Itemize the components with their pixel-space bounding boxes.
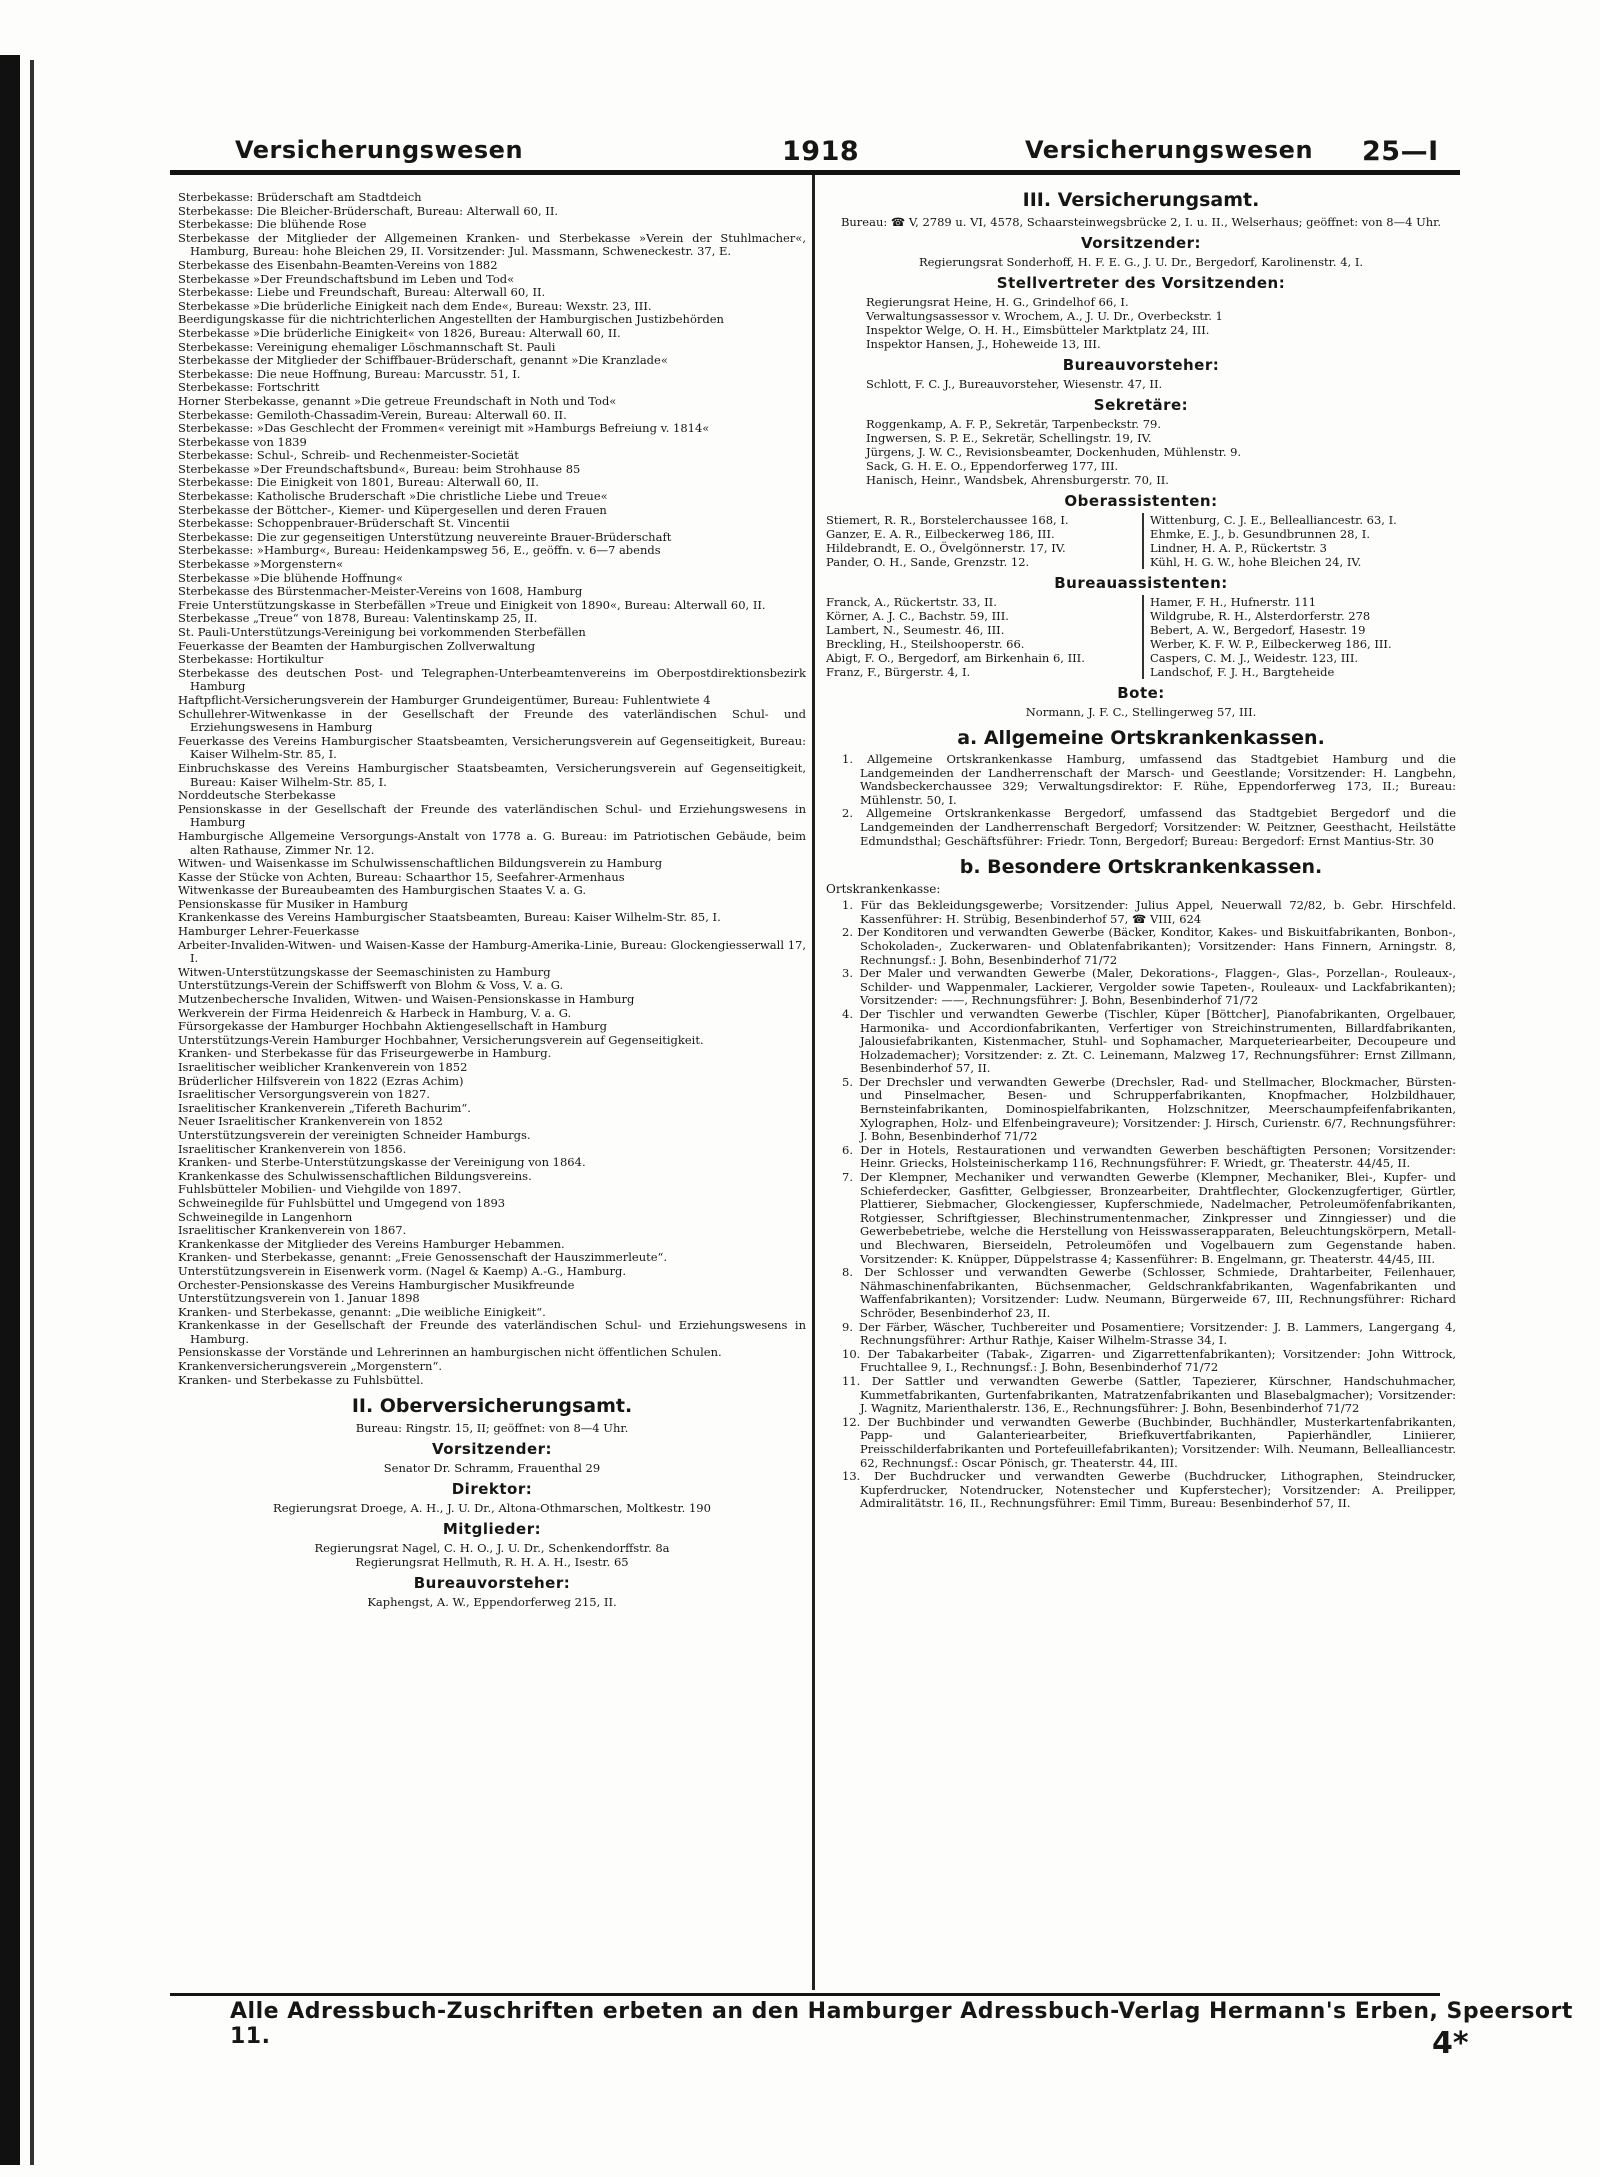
list-item: Witwenkasse der Bureaubeamten des Hamburgischen Staates V. a. G. xyxy=(178,883,587,898)
list-item: Schweinegilde in Langenhorn xyxy=(178,1209,353,1224)
list-item: Sterbekasse „Treue“ von 1878, Bureau: Valentinskamp 25, II. xyxy=(178,611,538,626)
va-sekretaer: Jürgens, J. W. C., Revisionsbeamter, Dockenhuden, Mühlenstr. 9. xyxy=(866,445,1242,459)
ova-mitglieder-label: Mitglieder: xyxy=(442,1520,542,1539)
oberassistent: Kühl, H. G. W., hohe Bleichen 24, IV. xyxy=(1150,555,1362,569)
aok-title: a. Allgemeine Ortskrankenkassen. xyxy=(957,727,1325,749)
list-item: Kranken- und Sterbekasse, genannt: „Freie Genossenschaft der Hauszimmerleute“. xyxy=(178,1250,668,1265)
list-item: Hamburgische Allgemeine Versorgungs-Anstalt von 1778 a. G. Bureau: im Patriotischen Gebäude, beim alten Rathause, Zimmer Nr. 12. xyxy=(178,828,806,857)
list-item: Witwen-Unterstützungskasse der Seemaschinisten zu Hamburg xyxy=(178,964,551,979)
list-item: Krankenkasse des Schulwissenschaftlichen Bildungsvereins. xyxy=(178,1168,532,1183)
ova-mitglied: Regierungsrat Hellmuth, R. H. A. H., Isestr. 65 xyxy=(355,1555,629,1570)
list-item: Sterbekasse »Der Freundschaftsbund im Leben und Tod« xyxy=(178,271,515,286)
list-item: Sterbekasse: Katholische Bruderschaft »Die christliche Liebe und Treue« xyxy=(178,489,608,504)
bureauassistent: Körner, A. J. C., Bachstr. 59, III. xyxy=(826,609,1009,623)
list-item: Krankenkasse des Vereins Hamburgischer Staatsbeamten, Bureau: Kaiser Wilhelm-Str. 85, I. xyxy=(178,910,721,925)
list-item: Sterbekasse: Die Bleicher-Brüderschaft, Bureau: Alterwall 60, II. xyxy=(178,203,559,218)
right-column xyxy=(826,181,1456,1511)
list-item: Werkverein der Firma Heidenreich & Harbeck in Hamburg, V. a. G. xyxy=(178,1005,572,1020)
list-item: Norddeutsche Sterbekasse xyxy=(178,788,336,803)
bok-item: 9. Der Färber, Wäscher, Tuchbereiter und Posamentiere; Vorsitzender: J. B. Lammers, Langergang 4, Rechnungsführer: Arthur Rathje, Kaiser Wilhelm-Strasse 34, I. xyxy=(842,1319,1456,1348)
bureauassistent: Werber, K. F. W. P., Eilbeckerweg 186, III. xyxy=(1150,637,1392,651)
va-title: III. Versicherungsamt. xyxy=(1022,189,1260,211)
va-stellvertreter: Inspektor Hansen, J., Hoheweide 13, III. xyxy=(866,337,1101,351)
list-item: Sterbekasse von 1839 xyxy=(178,434,307,449)
list-item: Krankenkasse in der Gesellschaft der Freunde des vaterländischen Schul- und Erziehungswesens in Hamburg. xyxy=(178,1318,806,1346)
bureauassistent: Franz, F., Bürgerstr. 4, I. xyxy=(826,665,971,679)
list-item: Pensionskasse für Musiker in Hamburg xyxy=(178,896,408,911)
list-item: Israelitischer Krankenverein von 1867. xyxy=(178,1223,407,1238)
bok-item: 1. Für das Bekleidungsgewerbe; Vorsitzender: Julius Appel, Neuerwall 72/82, b. Gebr. Hirschfeld. Kassenführer: H. Strübig, Besenbinderhof 57, ☎ VIII, 624 xyxy=(842,898,1456,926)
list-item: Arbeiter-Invaliden-Witwen- und Waisen-Kasse der Hamburg-Amerika-Linie, Bureau: Glockengiesserwall 17, I. xyxy=(178,937,806,966)
list-item: Israelitischer Krankenverein von 1856. xyxy=(178,1141,407,1156)
va-bureauvorsteher-label: Bureauvorsteher: xyxy=(1062,356,1220,374)
binding-line xyxy=(30,60,34,2165)
va-sekretaere-label: Sekretäre: xyxy=(1093,396,1189,414)
ova-mitglied: Regierungsrat Nagel, C. H. O., J. U. Dr., Schenkendorffstr. 8a xyxy=(314,1541,670,1556)
list-item: Brüderlicher Hilfsverein von 1822 (Ezras Achim) xyxy=(178,1073,464,1088)
list-item: Sterbekasse: »Das Geschlecht der Frommen« vereinigt mit »Hamburgs Befreiung v. 1814« xyxy=(178,421,710,436)
oberassistent: Ganzer, E. A. R., Eilbeckerweg 186, III. xyxy=(826,527,1055,541)
bok-item: 3. Der Maler und verwandten Gewerbe (Maler, Dekorations-, Flaggen-, Glas-, Porzellan-, Rouleaux-, Schilder- und Wappenmaler, Lackierer, Vergolder sowie Tapeten-, Rouleaux- und Lackfabrikanten); Vorsitzender: ——, Rechnungsführer: J. Bohn, Besenbinderhof 71/72 xyxy=(842,966,1456,1008)
list-item: Feuerkasse des Vereins Hamburgischer Staatsbeamten, Versicherungsverein auf Gegenseitigkeit, Bureau: Kaiser Wilhelm-Str. 85, I. xyxy=(178,733,806,762)
list-item: Kasse der Stücke von Achten, Bureau: Schaarthor 15, Seefahrer-Armenhaus xyxy=(178,869,625,884)
list-item: Sterbekasse der Böttcher-, Kiemer- und Küpergesellen und deren Frauen xyxy=(178,502,607,517)
list-item: Unterstützungsverein von 1. Januar 1898 xyxy=(178,1291,420,1306)
ova-direktor: Regierungsrat Droege, A. H., J. U. Dr., Altona-Othmarschen, Moltkestr. 190 xyxy=(273,1501,711,1516)
bureauassistent: Bebert, A. W., Bergedorf, Hasestr. 19 xyxy=(1150,623,1366,637)
bureauassistent: Franck, A., Rückertstr. 33, II. xyxy=(826,595,997,609)
ova-title: II. Oberversicherungsamt. xyxy=(351,1395,633,1418)
va-sekretaer: Sack, G. H. E. O., Eppendorferweg 177, III. xyxy=(866,459,1119,473)
list-item: Sterbekasse: »Hamburg«, Bureau: Heidenkampsweg 56, E., geöffn. v. 6—7 abends xyxy=(178,543,661,558)
va-sekretaer: Ingwersen, S. P. E., Sekretär, Schellingstr. 19, IV. xyxy=(866,431,1152,445)
bok-item: 7. Der Klempner, Mechaniker und verwandten Gewerbe (Klempner, Mechaniker, Blei-, Kupfer- und Schieferdecker, Gasfitter, Gelbgiesser, Bronzearbeiter, Drahtflechter, Glockenzugfertiger, Gürtler, Plattierer, Siebmacher, Glockengiesser, Kupferschmiede, Nadelmacher, Petroleumöfenfabrikanten, Rotgiesser, Schriftgiesser, Blechinstrumentenmacher, Zinkpresser und Zinngiesser) und die Gewerbebetriebe, welche die Herstellung von Heisswasserapparaten, Beleuchtungskörpern, Metall- und Blechwaren, Bierseideln, Petroleumöfen und Vogelbauern zum Gegenstande haben. Vorsitzender: K. Knüpper, Düppelstrasse 4; Kassenführer: B. Engelmann, gr. Theaterstr. 44/45, III. xyxy=(842,1170,1456,1266)
entry-list xyxy=(178,191,806,1387)
list-item: Pensionskasse der Vorstände und Lehrerinnen an hamburgischen nicht öffentlichen Schulen. xyxy=(178,1345,722,1360)
oberassistent: Stiemert, R. R., Borstelerchaussee 168, I. xyxy=(826,513,1069,527)
list-item: Sterbekasse: Fortschritt xyxy=(178,380,320,395)
header-year: 1918 xyxy=(782,136,860,167)
va-stellvertreter: Inspektor Welge, O. H. H., Eimsbütteler Marktplatz 24, III. xyxy=(866,323,1210,337)
va-bureau: Bureau: ☎ V, 2789 u. VI, 4578, Schaarsteinwegsbrücke 2, I. u. II., Welserhaus; geöffnet: von 8—4 Uhr. xyxy=(840,215,1442,229)
list-item: Unterstützungsverein der vereinigten Schneider Hamburgs. xyxy=(178,1127,531,1142)
ova-vorsitzender-label: Vorsitzender: xyxy=(431,1440,553,1459)
list-item: Sterbekasse: Schul-, Schreib- und Rechenmeister-Societät xyxy=(178,448,519,463)
left-column xyxy=(178,191,806,1609)
list-item: Unterstützungsverein in Eisenwerk vorm. (Nagel & Kaemp) A.-G., Hamburg. xyxy=(178,1263,627,1278)
ova-vorsitzender: Senator Dr. Schramm, Frauenthal 29 xyxy=(383,1461,601,1476)
bok-item: 12. Der Buchbinder und verwandten Gewerbe (Buchbinder, Buchhändler, Musterkartenfabrikanten, Papp- und Galanteriearbeiter, Briefkuvertfabrikanten, Papierhändler, Liniierer, Preisschilderfabrikanten und Portefeuillefabrikanten); Vorsitzender: Wilh. Neumann, Bellealliancestr. 62, Rechnungsf.: Oscar Pönisch, gr. Theaterstr. 44, III. xyxy=(842,1414,1456,1470)
column-divider xyxy=(812,175,815,1990)
header-right: Versicherungswesen xyxy=(1025,136,1314,164)
list-item: Orchester-Pensionskasse des Vereins Hamburgischer Musikfreunde xyxy=(178,1277,575,1292)
va-bureauvorsteher: Schlott, F. C. J., Bureauvorsteher, Wiesenstr. 47, II. xyxy=(866,377,1163,391)
oberassistent: Wittenburg, C. J. E., Bellealliancestr. 63, I. xyxy=(1150,513,1397,527)
list-item: Israelitischer Versorgungsverein von 1827. xyxy=(178,1087,431,1102)
list-item: Freie Unterstützungskasse in Sterbefällen »Treue und Einigkeit von 1890«, Bureau: Alterwall 60, II. xyxy=(178,597,766,612)
list-item: Fürsorgekasse der Hamburger Hochbahn Aktiengesellschaft in Hamburg xyxy=(178,1019,607,1034)
list-item: Sterbekasse »Der Freundschaftsbund«, Bureau: beim Strohhause 85 xyxy=(178,461,581,476)
bureauassistent: Landschof, F. J. H., Bargteheide xyxy=(1150,665,1335,679)
list-item: Sterbekasse: Vereinigung ehemaliger Löschmannschaft St. Pauli xyxy=(178,339,556,354)
aok-list xyxy=(826,753,1456,848)
list-item: Kranken- und Sterbekasse für das Friseurgewerbe in Hamburg. xyxy=(178,1046,552,1061)
list-item: Kranken- und Sterbekasse, genannt: „Die weibliche Einigkeit“. xyxy=(178,1304,546,1319)
bok-item: 2. Der Konditoren und verwandten Gewerbe (Bäcker, Konditor, Kakes- und Biskuitfabrikanten, Bonbon-, Schokoladen-, Zuckerwaren- und Oblatenfabrikanten); Vorsitzender: Hans Finnern, Arningstr. 8, Rechnungsf.: J. Bohn, Besenbinderhof 71/72 xyxy=(842,925,1456,967)
list-item: Sterbekasse des deutschen Post- und Telegraphen-Unterbeamtenvereins im Oberpostdirektionsbezirk Hamburg xyxy=(178,665,806,694)
list-item: Sterbekasse des Bürstenmacher-Meister-Vereins von 1608, Hamburg xyxy=(178,584,583,599)
list-item: Kranken- und Sterbekasse zu Fuhlsbüttel. xyxy=(178,1372,424,1387)
list-item: Israelitischer Krankenverein „Tifereth Bachurim“. xyxy=(178,1100,471,1115)
ova-bureauvorsteher-label: Bureauvorsteher: xyxy=(413,1574,571,1593)
publisher-banner: Alle Adressbuch-Zuschriften erbeten an den Hamburger Adressbuch-Verlag Hermann's Erben, Speersort 11. xyxy=(230,1999,1573,2049)
list-item: Hamburger Lehrer-Feuerkasse xyxy=(178,924,360,939)
list-item: Sterbekasse: Brüderschaft am Stadtdeich xyxy=(178,190,422,204)
list-item: Sterbekasse »Die blühende Hoffnung« xyxy=(178,570,404,585)
oberassistenten-table xyxy=(826,513,1456,569)
va-bote-label: Bote: xyxy=(1117,684,1165,702)
aok-item: 2. Allgemeine Ortskrankenkasse Bergedorf, umfassend das Stadtgebiet Bergedorf und die Landgemeinden der Landherrenschaft Bergedorf; Vorsitzender: W. Peitzner, Geesthacht, Heilstätte Edmundsthal; Geschäftsführer: Friedr. Tonn, Bergedorf; Bureau: Bergedorf: Ernst Mantius-Str. 30 xyxy=(842,806,1456,848)
bok-item: 4. Der Tischler und verwandten Gewerbe (Tischler, Küper [Böttcher], Pianofabrikanten, Orgelbauer, Harmonika- und Accordionfabrikanten, Verfertiger von Streichinstrumenten, Billardfabrikanten, Jalousiefabrikanten, Kistenmacher, Stuhl- und Sophamacher, Marqueteriearbeiter, Decoupeure und Holzademacher); Vorsitzender: z. Zt. C. Leinemann, Malzweg 17, Rechnungsführer: Ernst Zillmann, Besenbinderhof 57, II. xyxy=(842,1006,1456,1076)
list-item: Schweinegilde für Fuhlsbüttel und Umgegend von 1893 xyxy=(178,1195,506,1210)
header-rule xyxy=(170,170,1460,175)
bureauassistent: Breckling, H., Steilshooperstr. 66. xyxy=(826,637,1025,651)
bok-item: 5. Der Drechsler und verwandten Gewerbe (Drechsler, Rad- und Stellmacher, Blockmacher, Bürsten- und Pinselmacher, Besen- und Schrupperfabrikanten, Knopfmacher, Holzbildhauer, Bernsteinfabrikanten, Dominospielfabrikanten, Holzschnitzer, Meerschaumpfeifenfabrikanten, Xylographen, Holz- und Elfenbeingraveure); Vorsitzender: J. Hirsch, Curienstr. 6/7, Rechnungsführer: J. Bohn, Besenbinderhof 71/72 xyxy=(842,1074,1456,1144)
list-item: Kranken- und Sterbe-Unterstützungskasse der Vereinigung von 1864. xyxy=(178,1155,586,1170)
list-item: Sterbekasse: Die zur gegenseitigen Unterstützung neuvereinte Brauer-Brüderschaft xyxy=(178,529,672,544)
bok-list xyxy=(826,899,1456,1511)
list-item: Sterbekasse: Gemiloth-Chassadim-Verein, Bureau: Alterwall 60. II. xyxy=(178,407,567,422)
ova-direktor-label: Direktor: xyxy=(451,1480,533,1499)
bok-item: 6. Der in Hotels, Restaurationen und verwandten Gewerben beschäftigten Personen; Vorsitzender: Heinr. Griecks, Holsteinischerkamp 116, Rechnungsführer: F. Wriedt, gr. Theaterstr. 44/45, II. xyxy=(842,1142,1456,1171)
oberassistent: Ehmke, E. J., b. Gesundbrunnen 28, I. xyxy=(1150,527,1371,541)
list-item: Sterbekasse: Hortikultur xyxy=(178,652,324,667)
binding-edge xyxy=(0,55,20,2165)
list-item: Sterbekasse des Eisenbahn-Beamten-Vereins von 1882 xyxy=(178,257,498,272)
list-item: Schullehrer-Witwenkasse in der Gesellschaft der Freunde des vaterländischen Schul- und Erziehungswesens in Hamburg xyxy=(178,706,806,735)
ova-bureauvorsteher: Kaphengst, A. W., Eppendorferweg 215, II. xyxy=(367,1595,617,1610)
bok-item: 11. Der Sattler und verwandten Gewerbe (Sattler, Tapezierer, Kürschner, Handschuhmacher, Kummetfabrikanten, Gurtenfabrikanten, Matratzenfabrikanten und Blasebalgmacher); Vorsitzender: J. Wagnitz, Marienthalerstr. 136, E., Rechnungsführer: J. Bohn, Besenbinderhof 71/72 xyxy=(842,1373,1456,1416)
va-sekretaer: Roggenkamp, A. F. P., Sekretär, Tarpenbeckstr. 79. xyxy=(866,417,1162,431)
bok-title: b. Besondere Ortskrankenkassen. xyxy=(959,856,1323,879)
bureauassistent: Lambert, N., Seumestr. 46, III. xyxy=(826,623,1005,637)
list-item: Sterbekasse: Die blühende Rose xyxy=(178,217,367,232)
oberassistent: Hildebrandt, E. O., Övelgönnerstr. 17, IV. xyxy=(826,541,1066,555)
list-item: Unterstützungs-Verein der Schiffswerft von Blohm & Voss, V. a. G. xyxy=(178,978,564,993)
bureauassistenten-table xyxy=(826,595,1456,679)
bureauassistenten-right xyxy=(1142,595,1456,679)
bureauassistent: Abigt, F. O., Bergedorf, am Birkenhain 6, III. xyxy=(826,651,1085,665)
sheet-mark: 4* xyxy=(1432,2026,1469,2061)
page-number: 25—I xyxy=(1362,136,1439,167)
list-item: Sterbekasse der Mitglieder der Schiffbauer-Brüderschaft, genannt »Die Kranzlade« xyxy=(178,353,668,368)
list-item: Israelitischer weiblicher Krankenverein von 1852 xyxy=(178,1060,468,1074)
list-item: Sterbekasse »Morgenstern« xyxy=(178,557,344,572)
footer-rule xyxy=(170,1993,1440,1996)
va-stellvertreter-label: Stellvertreter des Vorsitzenden: xyxy=(996,274,1286,292)
bureauassistent: Caspers, C. M. J., Weidestr. 123, III. xyxy=(1150,651,1359,665)
list-item: Unterstützungs-Verein Hamburger Hochbahner, Versicherungsverein auf Gegenseitigkeit. xyxy=(178,1032,704,1047)
bok-item: 13. Der Buchdrucker und verwandten Gewerbe (Buchdrucker, Lithographen, Steindrucker, Kupferdrucker, Notendrucker, Notenstecher und Kupferstecher); Vorsitzender: A. Preilipper, Admiralitätstr. 16, II., Rechnungsführer: Emil Timm, Bureau: Besenbinderhof 57, II. xyxy=(842,1469,1456,1511)
list-item: Sterbekasse »Die brüderliche Einigkeit nach dem Ende«, Bureau: Wexstr. 23, III. xyxy=(178,298,652,313)
bok-item: 10. Der Tabakarbeiter (Tabak-, Zigarren- und Zigarrettenfabrikanten); Vorsitzender: John Wittrock, Fruchtallee 9, I., Rechnungsf.: J. Bohn, Besenbinderhof 71/72 xyxy=(842,1346,1456,1375)
list-item: Pensionskasse in der Gesellschaft der Freunde des vaterländischen Schul- und Erziehungswesens in Hamburg xyxy=(178,801,806,830)
oberassistent: Lindner, H. A. P., Rückertstr. 3 xyxy=(1150,541,1327,555)
va-vorsitzender-label: Vorsitzender: xyxy=(1080,234,1202,252)
list-item: Krankenversicherungsverein „Morgenstern“. xyxy=(178,1359,442,1374)
va-vorsitzender: Regierungsrat Sonderhoff, H. F. E. G., J. U. Dr., Bergedorf, Karolinenstr. 4, I. xyxy=(918,255,1364,269)
list-item: Sterbekasse: Die neue Hoffnung, Bureau: Marcusstr. 51, I. xyxy=(178,366,521,381)
ova-bureau: Bureau: Ringstr. 15, II; geöffnet: von 8—4 Uhr. xyxy=(355,1421,629,1436)
bureauassistent: Hamer, F. H., Hufnerstr. 111 xyxy=(1150,595,1317,609)
list-item: St. Pauli-Unterstützungs-Vereinigung bei vorkommenden Sterbefällen xyxy=(178,625,586,639)
list-item: Fuhlsbütteler Mobilien- und Viehgilde von 1897. xyxy=(178,1182,462,1197)
list-item: Witwen- und Waisenkasse im Schulwissenschaftlichen Bildungsverein zu Hamburg xyxy=(178,856,663,871)
list-item: Mutzenbechersche Invaliden, Witwen- und Waisen-Pensionskasse in Hamburg xyxy=(178,992,635,1007)
va-sekretaer: Hanisch, Heinr., Wandsbek, Ahrensburgerstr. 70, II. xyxy=(866,473,1169,487)
va-stellvertreter: Verwaltungsassessor v. Wrochem, A., J. U. Dr., Overbeckstr. 1 xyxy=(866,309,1223,323)
list-item: Sterbekasse: Schoppenbrauer-Brüderschaft St. Vincentii xyxy=(178,516,510,531)
bureauassistenten-left xyxy=(826,595,1132,679)
va-bureauassistenten-label: Bureauassistenten: xyxy=(1054,574,1228,592)
list-item: Krankenkasse der Mitglieder des Vereins Hamburger Hebammen. xyxy=(178,1236,565,1251)
va-stellvertreter: Regierungsrat Heine, H. G., Grindelhof 66, I. xyxy=(866,295,1129,309)
list-item: Horner Sterbekasse, genannt »Die getreue Freundschaft in Noth und Tod« xyxy=(178,393,617,408)
va-bote: Normann, J. F. C., Stellingerweg 57, III. xyxy=(1025,705,1257,719)
va-oberassistenten-label: Oberassistenten: xyxy=(1064,492,1218,510)
list-item: Neuer Israelitischer Krankenverein von 1852 xyxy=(178,1114,443,1129)
oberassistent: Pander, O. H., Sande, Grenzstr. 12. xyxy=(826,555,1030,569)
oberassistenten-right xyxy=(1142,513,1456,569)
header-left: Versicherungswesen xyxy=(235,136,524,164)
bok-item: 8. Der Schlosser und verwandten Gewerbe (Schlosser, Schmiede, Drahtarbeiter, Feilenhauer, Nähmaschinenfabrikanten, Büchsenmacher, Geldschrankfabrikanten, Wagenfabrikanten und Waffenfabrikanten); Vorsitzender: Ludw. Neumann, Bürgerweide 67, III, Rechnungsführer: Richard Schröder, Besenbinderhof 23, II. xyxy=(842,1265,1456,1320)
list-item: Sterbekasse »Die brüderliche Einigkeit« von 1826, Bureau: Alterwall 60, II. xyxy=(178,325,621,340)
bureauassistent: Wildgrube, R. H., Alsterdorferstr. 278 xyxy=(1150,609,1371,623)
list-item: Sterbekasse: Liebe und Freundschaft, Bureau: Alterwall 60, II. xyxy=(178,285,546,300)
oberassistenten-left xyxy=(826,513,1132,569)
bok-intro: Ortskrankenkasse: xyxy=(826,882,941,897)
list-item: Feuerkasse der Beamten der Hamburgischen Zollverwaltung xyxy=(178,638,536,653)
list-item: Beerdigungskasse für die nichtrichterlichen Angestellten der Hamburgischen Justizbehörden xyxy=(178,312,724,327)
list-item: Sterbekasse: Die Einigkeit von 1801, Bureau: Alterwall 60, II. xyxy=(178,475,539,490)
list-item: Haftpflicht-Versicherungsverein der Hamburger Grundeigentümer, Bureau: Fuhlentwiete 4 xyxy=(178,692,711,707)
list-item: Sterbekasse der Mitglieder der Allgemeinen Kranken- und Sterbekasse »Verein der Stuhlmacher«, Hamburg, Bureau: hohe Bleichen 29, II. Vorsitzender: Jul. Massmann, Schweneckestr. 37, E. xyxy=(178,230,806,259)
list-item: Einbruchskasse des Vereins Hamburgischer Staatsbeamten, Versicherungsverein auf Gegenseitigkeit, Bureau: Kaiser Wilhelm-Str. 85, I. xyxy=(178,760,806,789)
aok-item: 1. Allgemeine Ortskrankenkasse Hamburg, umfassend das Stadtgebiet Hamburg und die Landgemeinden der Landherrenschaft der Marsch- und Geestlande; Vorsitzender: H. Langbehn, Wandsbeckerchaussee 329; Verwaltungsdirektor: F. Rühe, Eppendorferweg 173, II.; Bureau: Mühlenstr. 50, I. xyxy=(842,752,1456,807)
